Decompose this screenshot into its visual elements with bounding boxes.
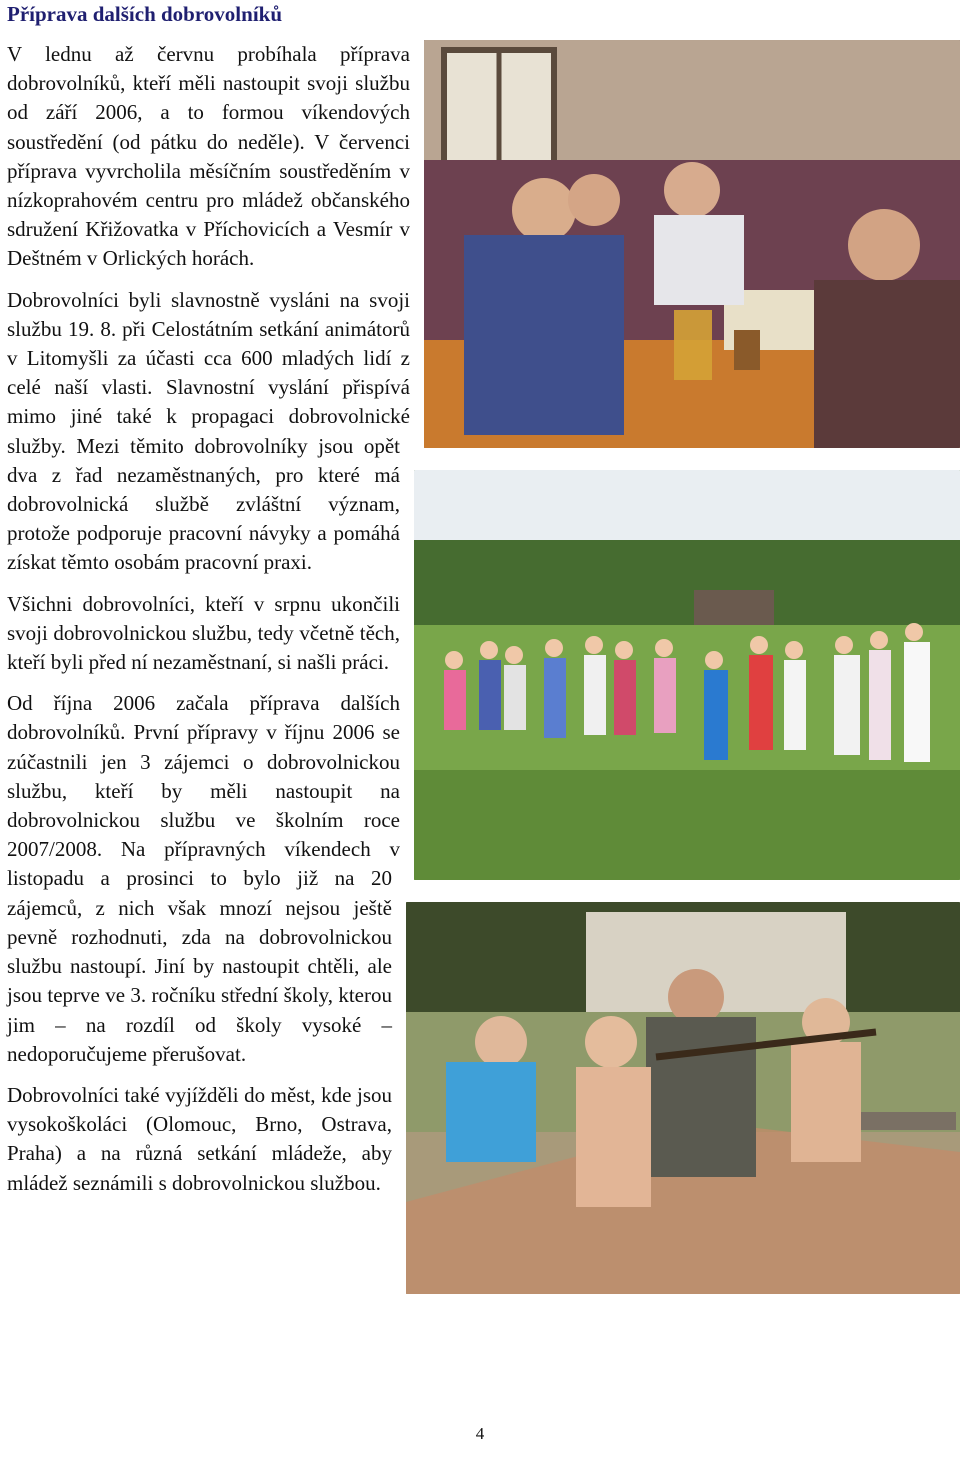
paragraph-3: Všichni dobrovolníci, kteří v srpnu ukončili svoji dobrovolnickou službu, tedy včetně těch, kteří byli před ní nezaměstnaní, si našli práci.	[7, 591, 400, 675]
photo-group-children-meadow	[414, 470, 960, 880]
paragraph-2: Dobrovolníci byli slavnostně vysláni na svoji službu 19. 8. při Celostátním setkání animátorů v Litomyšli za účasti cca 600 mladých lidí z celé naší vlasti. Slavnostní vyslání přispívá mimo jiné také k propagaci dobrovolnické služby. Mezi těmito dobrovolníky jsou opět dva z řad nezaměstnaných, pro které má dobrovolnická službě zvláštní význam, protože podporuje pracovní návyky a pomáhá získat těmto osobám pracovní praxi.	[7, 287, 410, 575]
text-column	[7, 40, 953, 1306]
paragraph-5: Dobrovolníci také vyjížděli do měst, kde jsou vysokoškoláci (Olomouc, Brno, Ostrava, Praha) a na různá setkání mládeže, aby mládež seznámili s dobrovolnickou službou.	[7, 1082, 392, 1195]
paragraph-1: V lednu až červnu probíhala příprava dobrovolníků, kteří měli nastoupit svoji službu od září 2006, a to formou víkendových soustředění (od pátku do neděle). V červenci příprava vyvrcholila měsíčním soustředěním v nízkoprahovém centru pro mládež občanského sdružení Křižovatka v Příchovicích a Vesmír v Deštném v Orlických horách.	[7, 42, 410, 271]
photo-youths-chess-sofa	[424, 40, 960, 448]
photo-boys-with-air-rifle	[406, 902, 960, 1294]
paragraph-4: Od října 2006 začala příprava dalších dobrovolníků. První přípravy v říjnu 2006 se zúčastnili jen 3 zájemci o dobrovolnickou službu, kteří by měli nastoupit na dobrovolnickou službu ve školním roce 2007/2008. Na přípravných víkendech v listopadu a prosinci to bylo již na 20 zájemců, z nich však mnozí nejsou ještě pevně rozhodnuti, zda na dobrovolnickou službu nastoupí. Jiní by nastoupit chtěli, ale jsou teprve ve 3. ročníku střední školy, kterou jim – na rozdíl od školy vysoké – nedoporučujeme přerušovat.	[7, 691, 400, 1066]
section-heading: Příprava dalších dobrovolníků	[7, 2, 283, 26]
page-number: 4	[475, 1424, 485, 1443]
